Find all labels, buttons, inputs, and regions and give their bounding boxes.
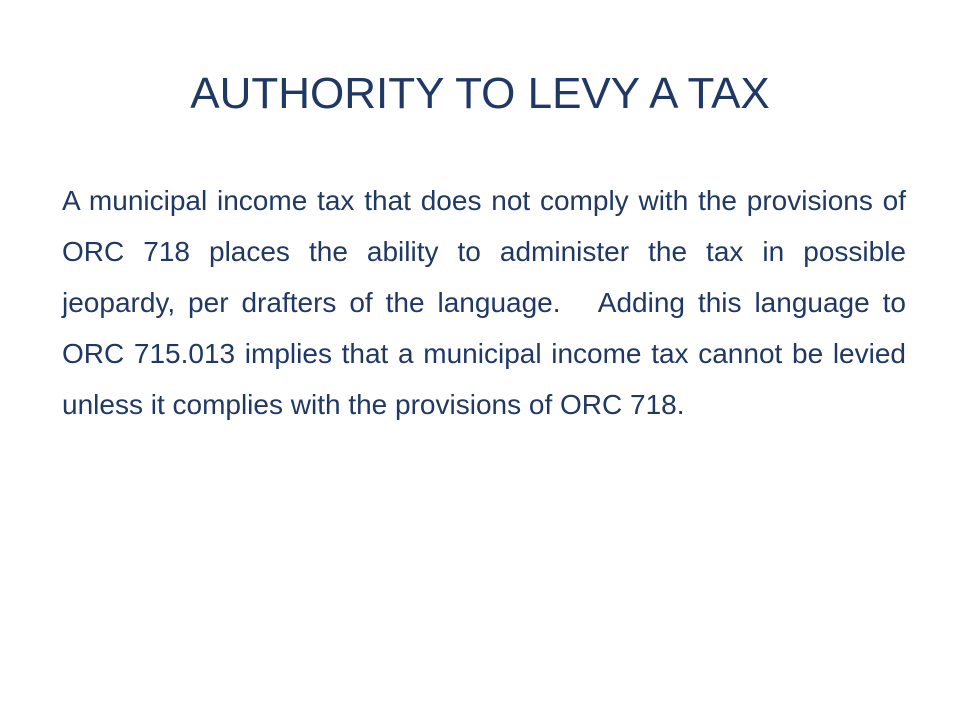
slide-title: AUTHORITY TO LEVY A TAX bbox=[190, 69, 770, 118]
slide-body-text: A municipal income tax that does not comply with the provisions of ORC 718 places the ability to administer the tax in possible jeopardy, per drafters of the language. Adding this language to ORC 715.013 implies that a municipal income tax cannot be levied unless it complies with the provisions of ORC 718. bbox=[62, 185, 914, 420]
